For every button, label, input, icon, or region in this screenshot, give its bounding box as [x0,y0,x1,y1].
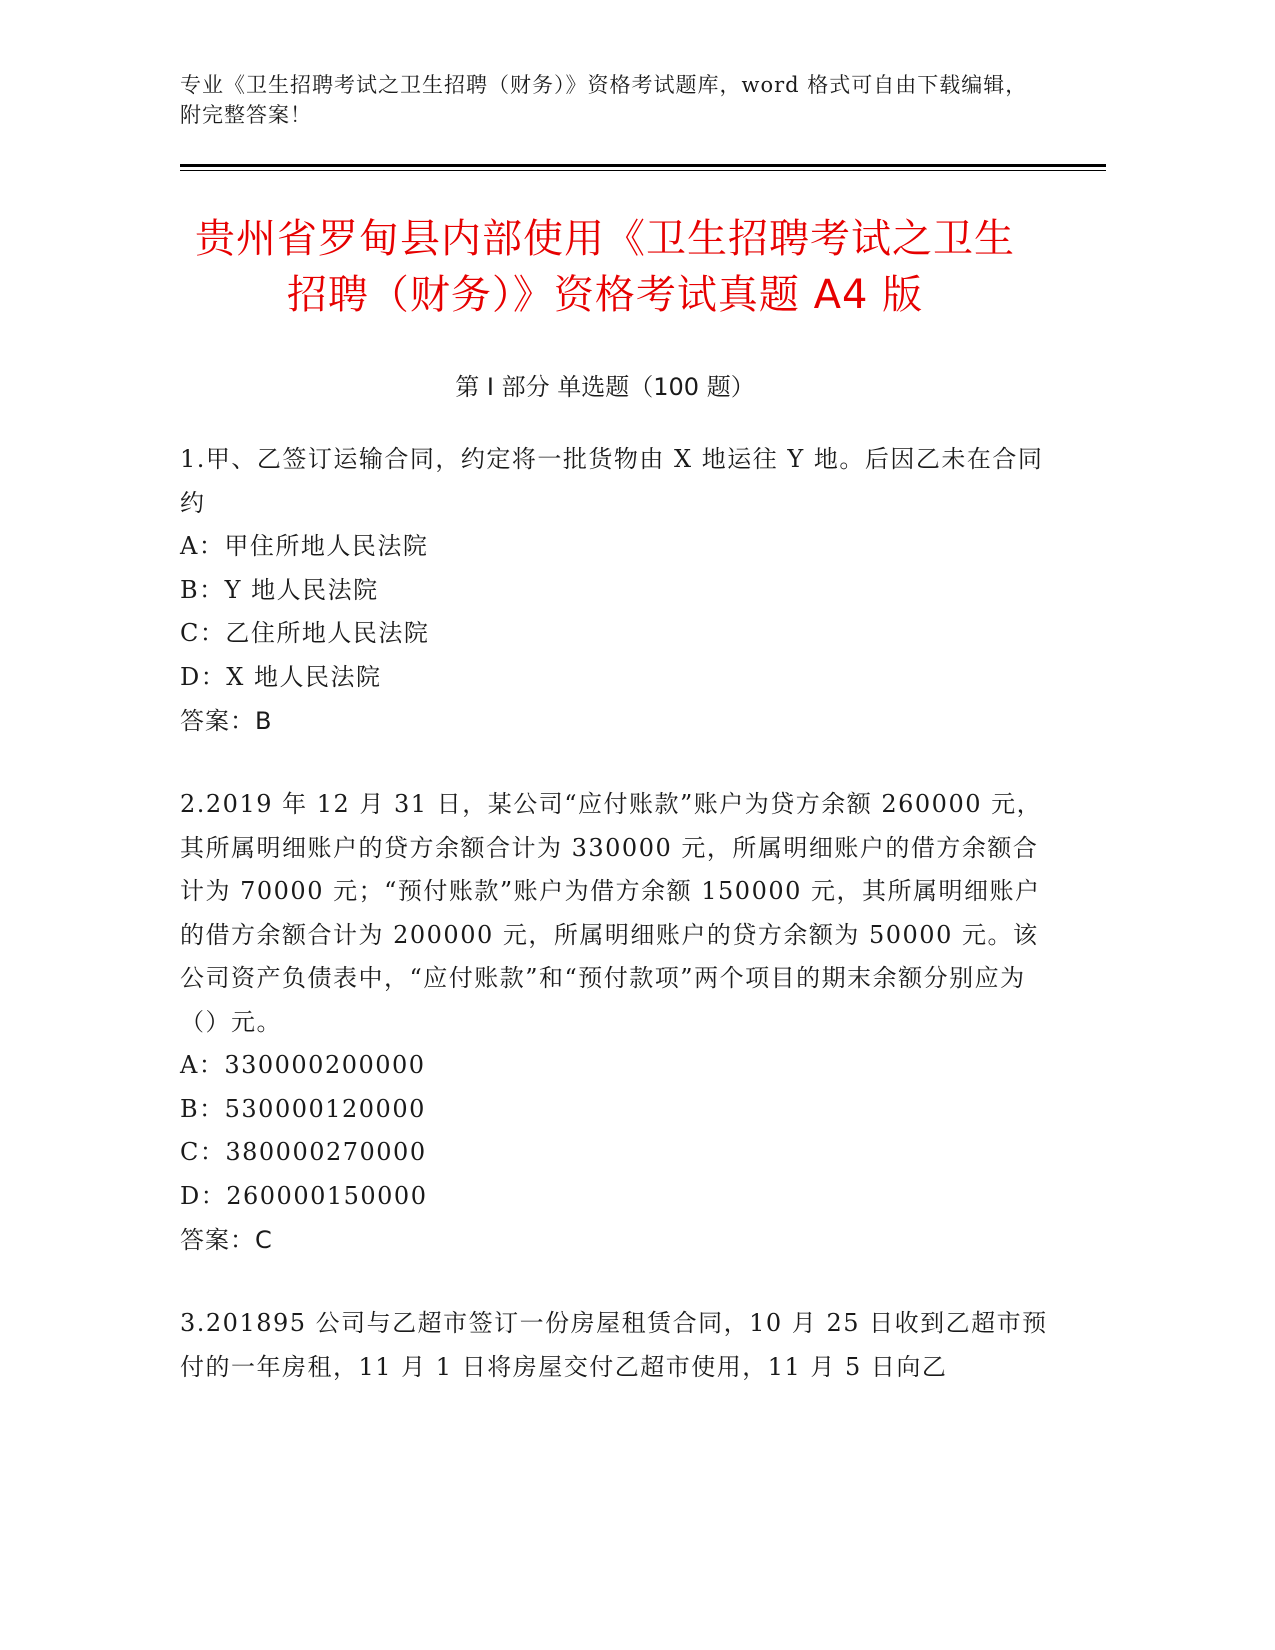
question-2 [180,783,1110,1262]
question-list [180,438,1110,1389]
option-a: A：甲住所地人民法院 [180,532,429,560]
option-d: D：260000150000 [180,1181,428,1210]
header-divider-thin [180,170,1106,171]
document-title: 贵州省罗甸县内部使用《卫生招聘考试之卫生招聘（财务）》资格考试真题 A4 版 [195,216,1015,318]
option-b: B：530000120000 [180,1094,426,1123]
question-3 [180,1302,1110,1389]
option-c: C：380000270000 [180,1138,427,1166]
answer: 答案：C [180,1226,273,1254]
question-stem: 2.2019 年 12 月 31 日，某公司“应付账款”账户为贷方余额 260000 元，其所属明细账户的贷方余额合计为 330000 元，所属明细账户的借方余额合计为 70000 元；“预付账款”账户为借方余额 150000 元，其所属明细账户的借方余额合计为 200000 元，所属明细账户的贷方余额为 50000 元。该公司资产负债表中，“应付账款”和“预付款项”两个项目的期末余额分别应为（）元。 [180,790,1043,1036]
option-a: A：330000200000 [180,1051,426,1079]
option-c: C：乙住所地人民法院 [180,619,430,647]
option-d: D：X 地人民法院 [180,662,382,691]
question-stem: 1.甲、乙签订运输合同，约定将一批货物由 X 地运往 Y 地。后因乙未在合同约 [180,445,1044,517]
document-page [180,70,1110,1429]
option-b: B：Y 地人民法院 [180,575,379,604]
question-stem: 3.201895 公司与乙超市签订一份房屋租赁合同，10 月 25 日收到乙超市预付的一年房租，11 月 1 日将房屋交付乙超市使用，11 月 5 日向乙 [180,1309,1048,1381]
answer: 答案：B [180,707,273,735]
header-divider-thick [180,164,1106,167]
section-title: 第 I 部分 单选题（100 题） [455,373,755,401]
question-1 [180,438,1110,743]
header-note: 专业《卫生招聘考试之卫生招聘（财务）》资格考试题库，word 格式可自由下载编辑，附完整答案！ [180,73,1028,127]
